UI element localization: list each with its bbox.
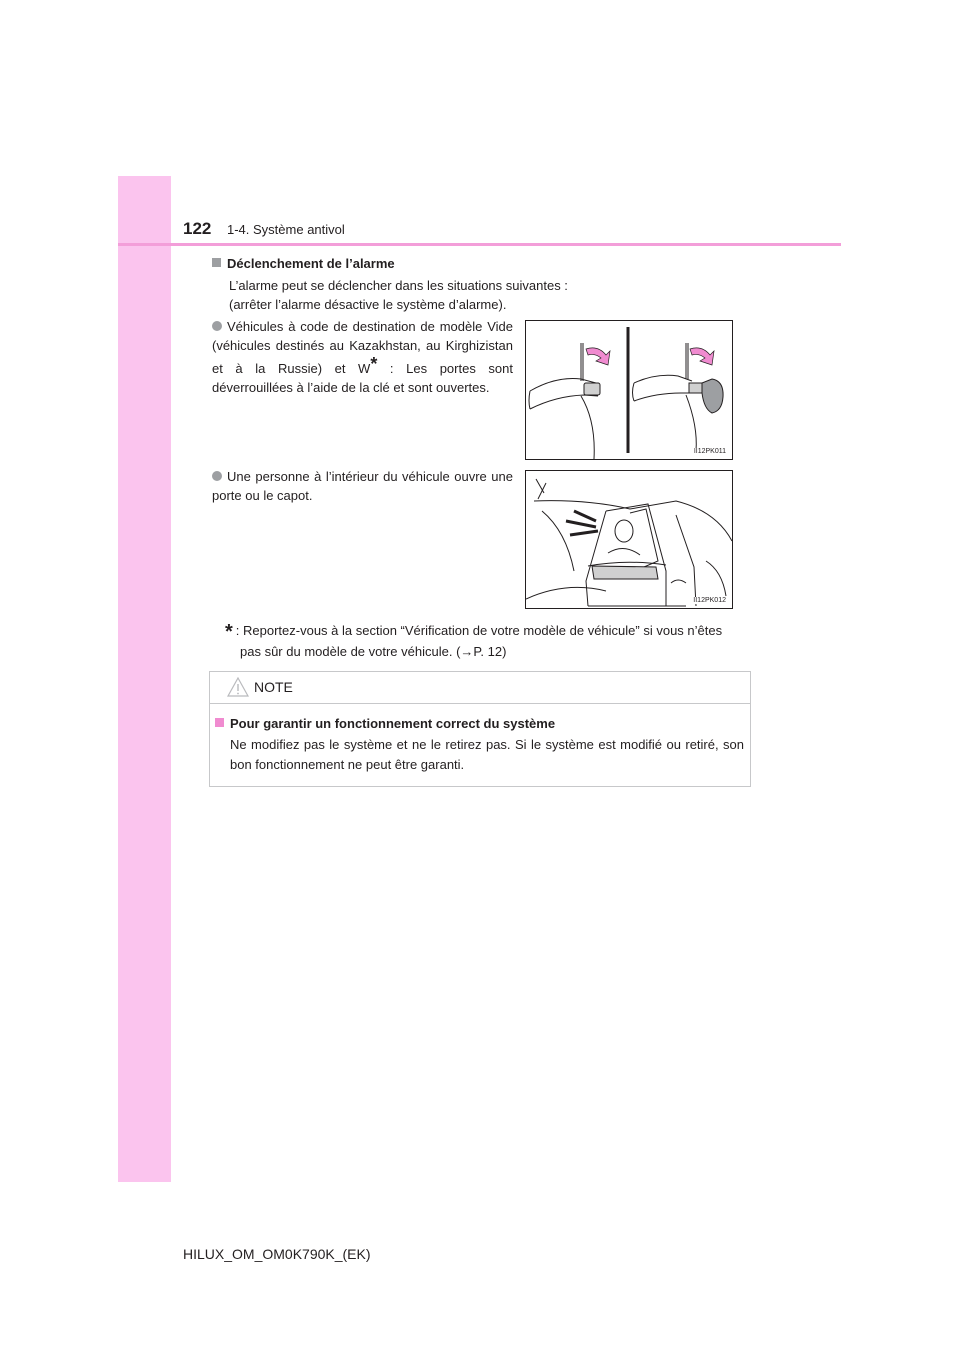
side-thumb-band <box>118 176 171 1182</box>
alarm-heading <box>212 256 395 271</box>
alarm-heading-text: Déclenchement de l’alarme <box>227 256 395 271</box>
header-rule <box>118 243 841 246</box>
footnote-line-1: : Reportez-vous à la section “Vérification de votre modèle de véhicule” si vous n’êtes <box>235 623 723 638</box>
section-title: 1-4. Système antivol <box>227 222 345 237</box>
figure-key-unlock <box>525 320 733 460</box>
bullet-text: Une personne à l’intérieur du véhicule ouvre une porte ou le capot. <box>212 469 513 503</box>
note-label: NOTE <box>254 679 293 695</box>
intro-line-2: (arrêter l’alarme désactive le système d’alarme). <box>229 297 507 312</box>
doc-code: HILUX_OM_OM0K790K_(EK) <box>183 1246 371 1262</box>
bullet-text: Véhicules à code de destination de modèle Vide (véhicules destinés au Kazakhstan, au Kirghizistan et à la Russie) et W <box>212 319 513 376</box>
note-heading-text: Pour garantir un fonctionnement correct du système <box>230 716 556 731</box>
page-number: 122 <box>183 219 212 238</box>
note-box <box>209 671 751 787</box>
door-handle-key-illustration <box>526 321 732 459</box>
round-bullet-icon <box>212 321 222 331</box>
figure-inside-person <box>525 470 733 609</box>
list-item-inside-person <box>212 467 513 505</box>
footnote-line-2: pas sûr du modèle de votre véhicule. (→P. 12) <box>240 644 507 659</box>
bullet-text-cont: : Les portes sont déverrouillées à l’aide de la clé et sont ouvertes. <box>212 361 513 395</box>
list-item-key-unlock <box>212 317 513 397</box>
asterisk-mark: * <box>370 354 378 374</box>
note-body: Ne modifiez pas le système et ne le retirez pas. Si le système est modifié ou retiré, son bon fonctionnement ne peut être garanti. <box>230 737 744 772</box>
note-header <box>210 672 750 704</box>
figure-code: II12PK011 <box>693 448 726 455</box>
figure-code: II12PK012 <box>693 597 726 604</box>
square-bullet-icon <box>215 718 224 727</box>
square-bullet-icon <box>212 258 221 267</box>
person-opening-door-illustration <box>526 471 732 608</box>
footnote-asterisk: * <box>225 621 233 643</box>
note-heading <box>215 716 555 731</box>
alarm-intro <box>229 276 749 314</box>
footnote <box>225 621 755 661</box>
warning-triangle-icon <box>227 677 249 697</box>
round-bullet-icon <box>212 471 222 481</box>
intro-line-1: L’alarme peut se déclencher dans les situations suivantes : <box>229 278 568 293</box>
